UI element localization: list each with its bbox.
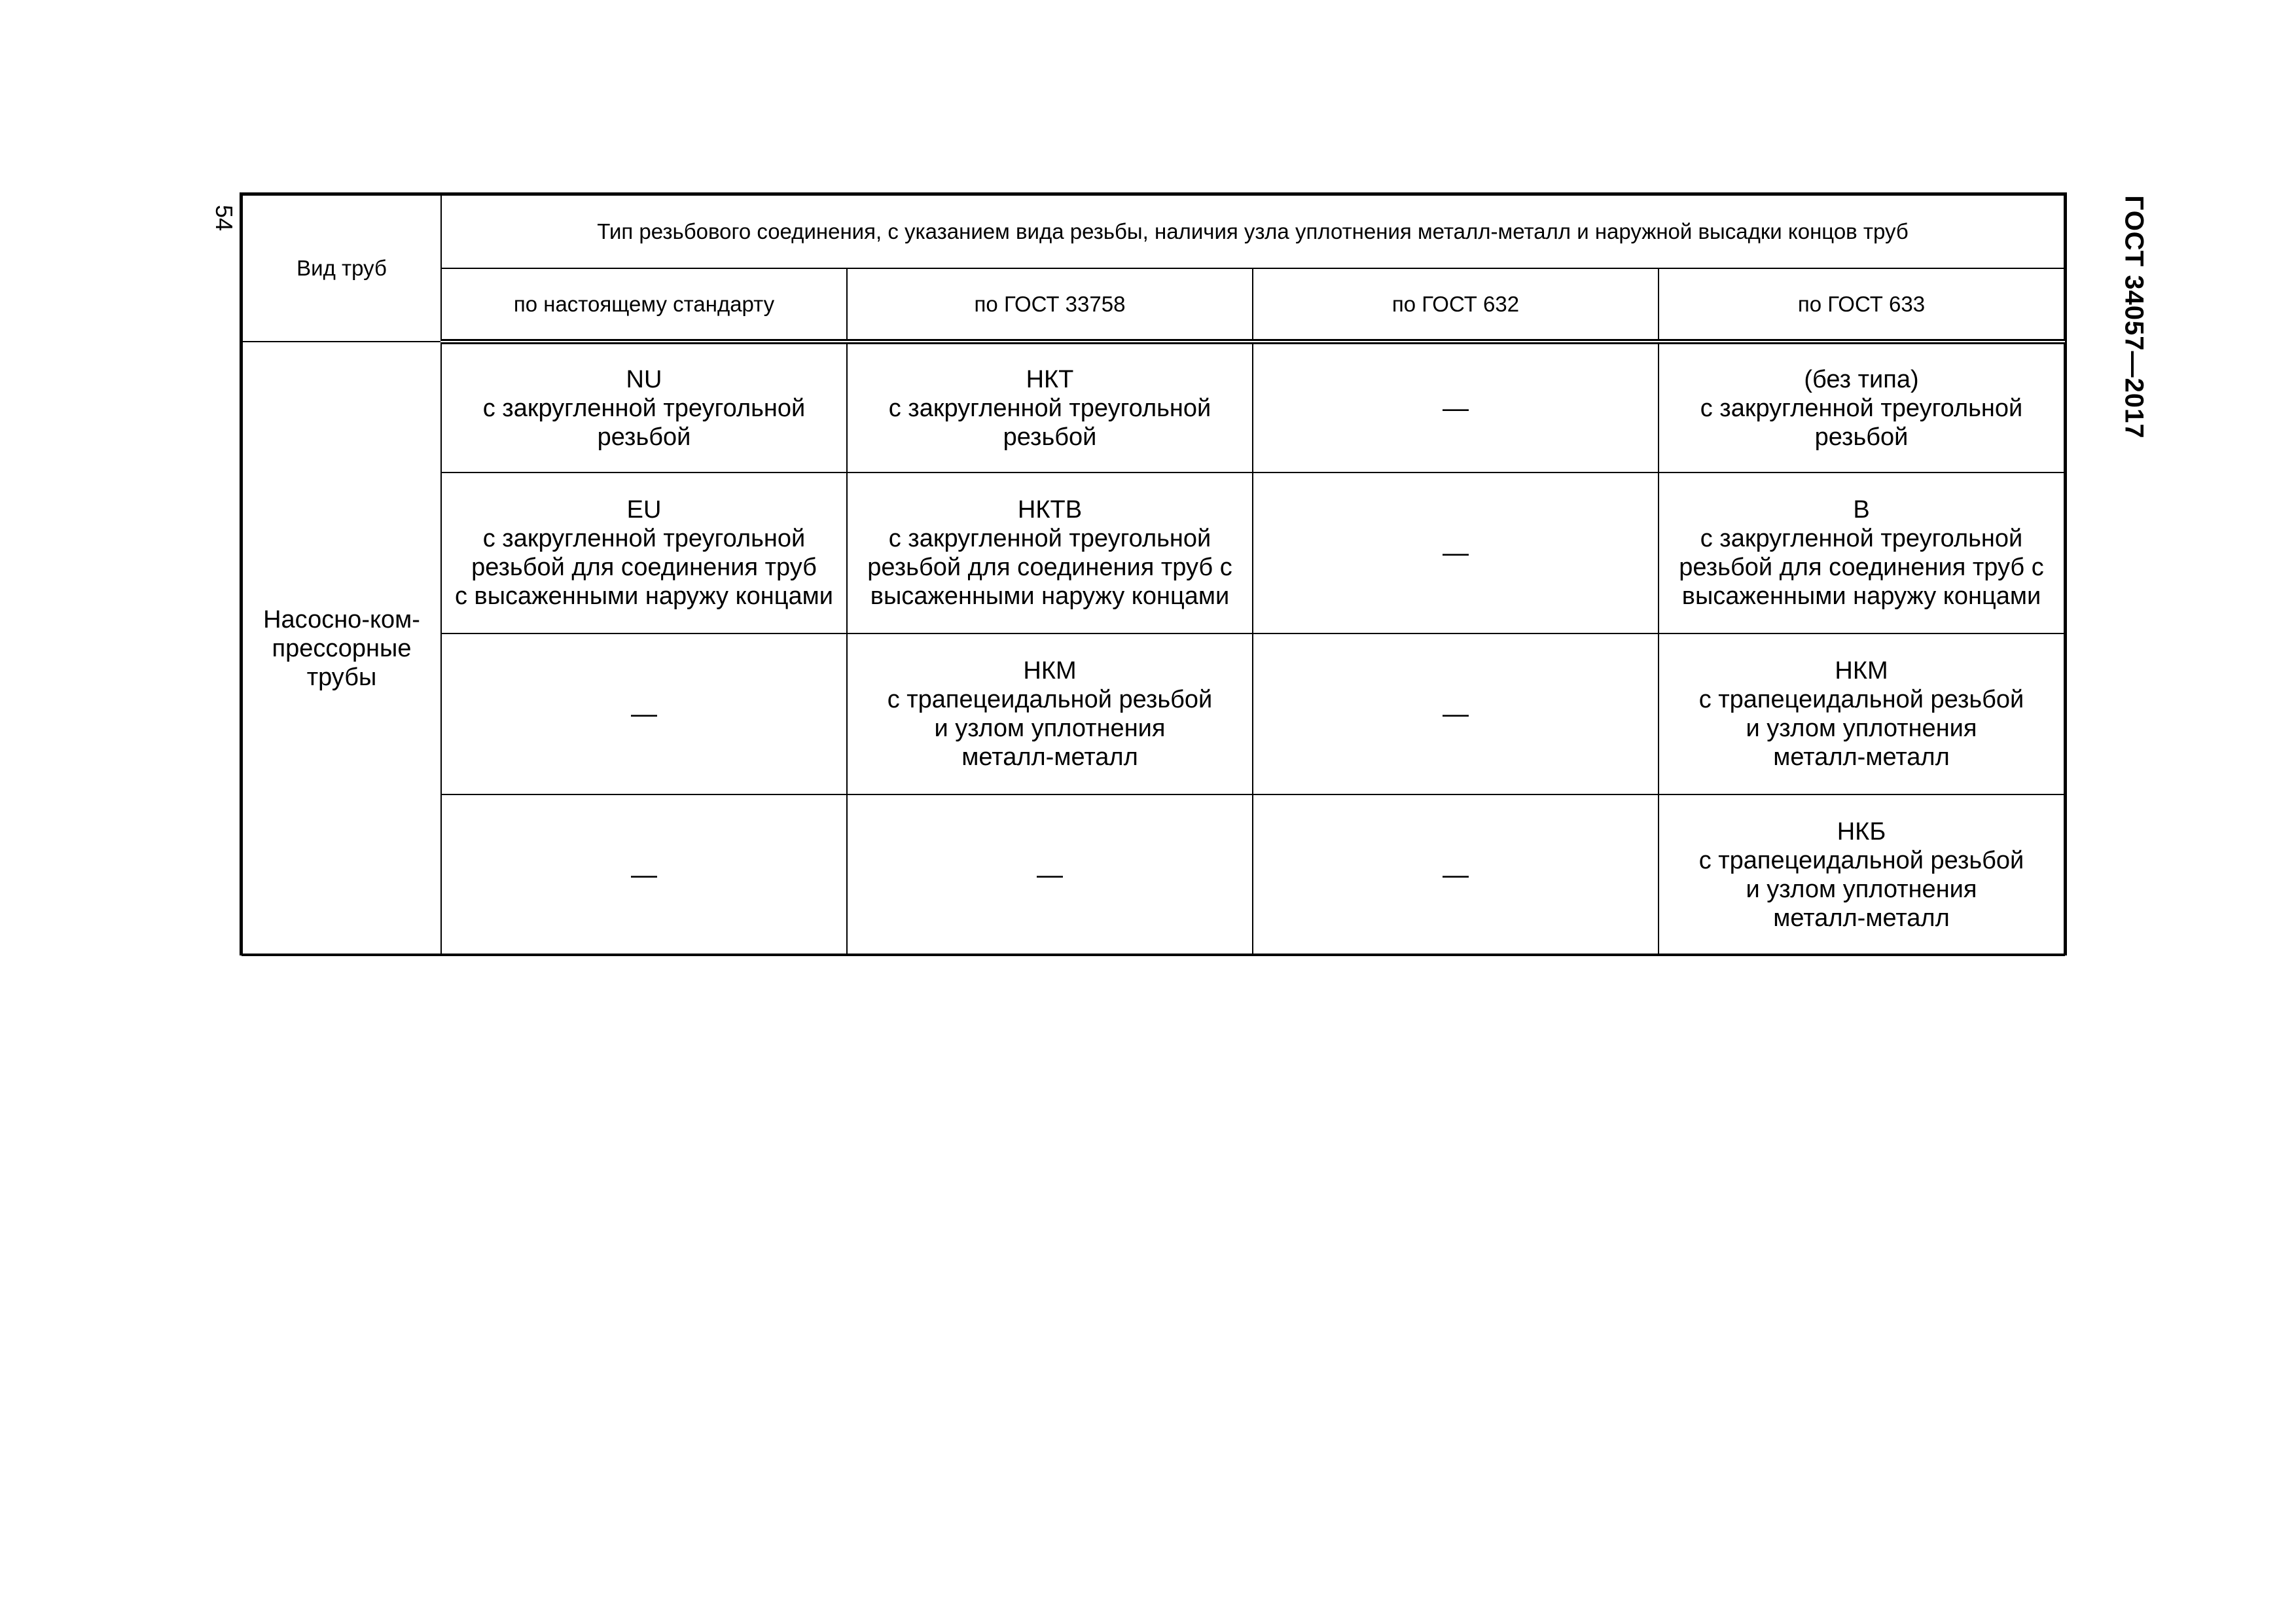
table-cell (1253, 342, 1659, 473)
table-cell (1659, 633, 2064, 794)
kind-line: трубы (306, 664, 377, 691)
kind-cell (242, 342, 441, 955)
dash-placeholder: — (1443, 700, 1469, 728)
header-group: Тип резьбового соединения, с указанием вида резьбы, наличия узла уплотнения металл-металл и наружной высадки концов труб (441, 195, 2064, 268)
cell-line: резьбой для соединения труб с (1679, 554, 2044, 581)
cell-line: EU (626, 496, 662, 524)
dash-placeholder: — (1037, 861, 1063, 889)
table-cell (1253, 633, 1659, 794)
cell-line: металл-металл (1773, 743, 1950, 771)
cell-line: резьбой (597, 423, 691, 451)
dash-placeholder: — (631, 700, 657, 728)
header-col-gost-632: по ГОСТ 632 (1253, 268, 1659, 342)
cell-line: с закругленной треугольной (482, 525, 806, 552)
table-cell (1253, 794, 1659, 955)
header-col-this-standard: по настоящему стандарту (441, 268, 847, 342)
header-row-1 (242, 195, 2064, 268)
cell-line: резьбой (1003, 423, 1097, 451)
table-cell (847, 794, 1253, 955)
cell-line: резьбой (1814, 423, 1909, 451)
cell-line: резьбой для соединения труб с (867, 554, 1232, 581)
table-body (242, 342, 2064, 955)
kind-line: прессорные (272, 635, 412, 662)
table (242, 194, 2065, 956)
dash-placeholder: — (631, 861, 657, 889)
cell-line: с трапецеидальной резьбой (1698, 847, 2024, 874)
table-row (242, 633, 2064, 794)
table-cell (1253, 473, 1659, 633)
page-number: 54 (211, 204, 238, 232)
cell-line: с высаженными наружу концами (454, 582, 833, 610)
thread-connection-table (240, 192, 2067, 955)
table-cell (1659, 473, 2064, 633)
document-code (2108, 192, 2160, 441)
table-cell (441, 473, 847, 633)
header-row-2 (242, 268, 2064, 342)
header-kind: Вид труб (242, 195, 441, 342)
cell-line: с трапецеидальной резьбой (1698, 686, 2024, 713)
dash-placeholder: — (1443, 861, 1469, 889)
document-code-text: ГОСТ 34057—2017 (2119, 195, 2149, 438)
cell-line: НКТ (1026, 365, 1074, 393)
cell-line: металл-металл (961, 743, 1138, 771)
cell-line: металл-металл (1773, 904, 1950, 932)
table-cell (441, 342, 847, 473)
cell-line: и узлом уплотнения (934, 715, 1166, 742)
kind-line: Насосно-ком- (263, 606, 420, 633)
cell-line: НКБ (1837, 818, 1886, 846)
header-col-gost-633: по ГОСТ 633 (1659, 268, 2064, 342)
header-col-gost-33758: по ГОСТ 33758 (847, 268, 1253, 342)
cell-line: и узлом уплотнения (1746, 715, 1977, 742)
table-cell (847, 633, 1253, 794)
dash-placeholder: — (1443, 539, 1469, 567)
table-cell (847, 342, 1253, 473)
cell-line: с трапецеидальной резьбой (887, 686, 1213, 713)
cell-line: с закругленной треугольной (1700, 394, 2023, 422)
cell-line: НКМ (1023, 657, 1077, 685)
cell-line: с закругленной треугольной (1700, 525, 2023, 552)
cell-line: высаженными наружу концами (870, 582, 1230, 610)
dash-placeholder: — (1443, 393, 1469, 423)
table-row (242, 473, 2064, 633)
table-cell (1659, 794, 2064, 955)
cell-line: (без типа) (1804, 365, 1919, 393)
cell-line: В (1853, 496, 1870, 524)
cell-line: и узлом уплотнения (1746, 876, 1977, 903)
cell-line: НКМ (1835, 657, 1888, 685)
cell-line: с закругленной треугольной (482, 394, 806, 422)
table-row (242, 794, 2064, 955)
table-cell (1659, 342, 2064, 473)
cell-line: NU (626, 365, 662, 393)
cell-line: резьбой для соединения труб (471, 554, 817, 581)
table-cell (441, 633, 847, 794)
cell-line: НКТВ (1017, 496, 1083, 524)
cell-line: с закругленной треугольной (888, 525, 1211, 552)
table-cell (847, 473, 1253, 633)
table-row (242, 342, 2064, 473)
table-cell (441, 794, 847, 955)
cell-line: высаженными наружу концами (1681, 582, 2041, 610)
cell-line: с закругленной треугольной (888, 394, 1211, 422)
